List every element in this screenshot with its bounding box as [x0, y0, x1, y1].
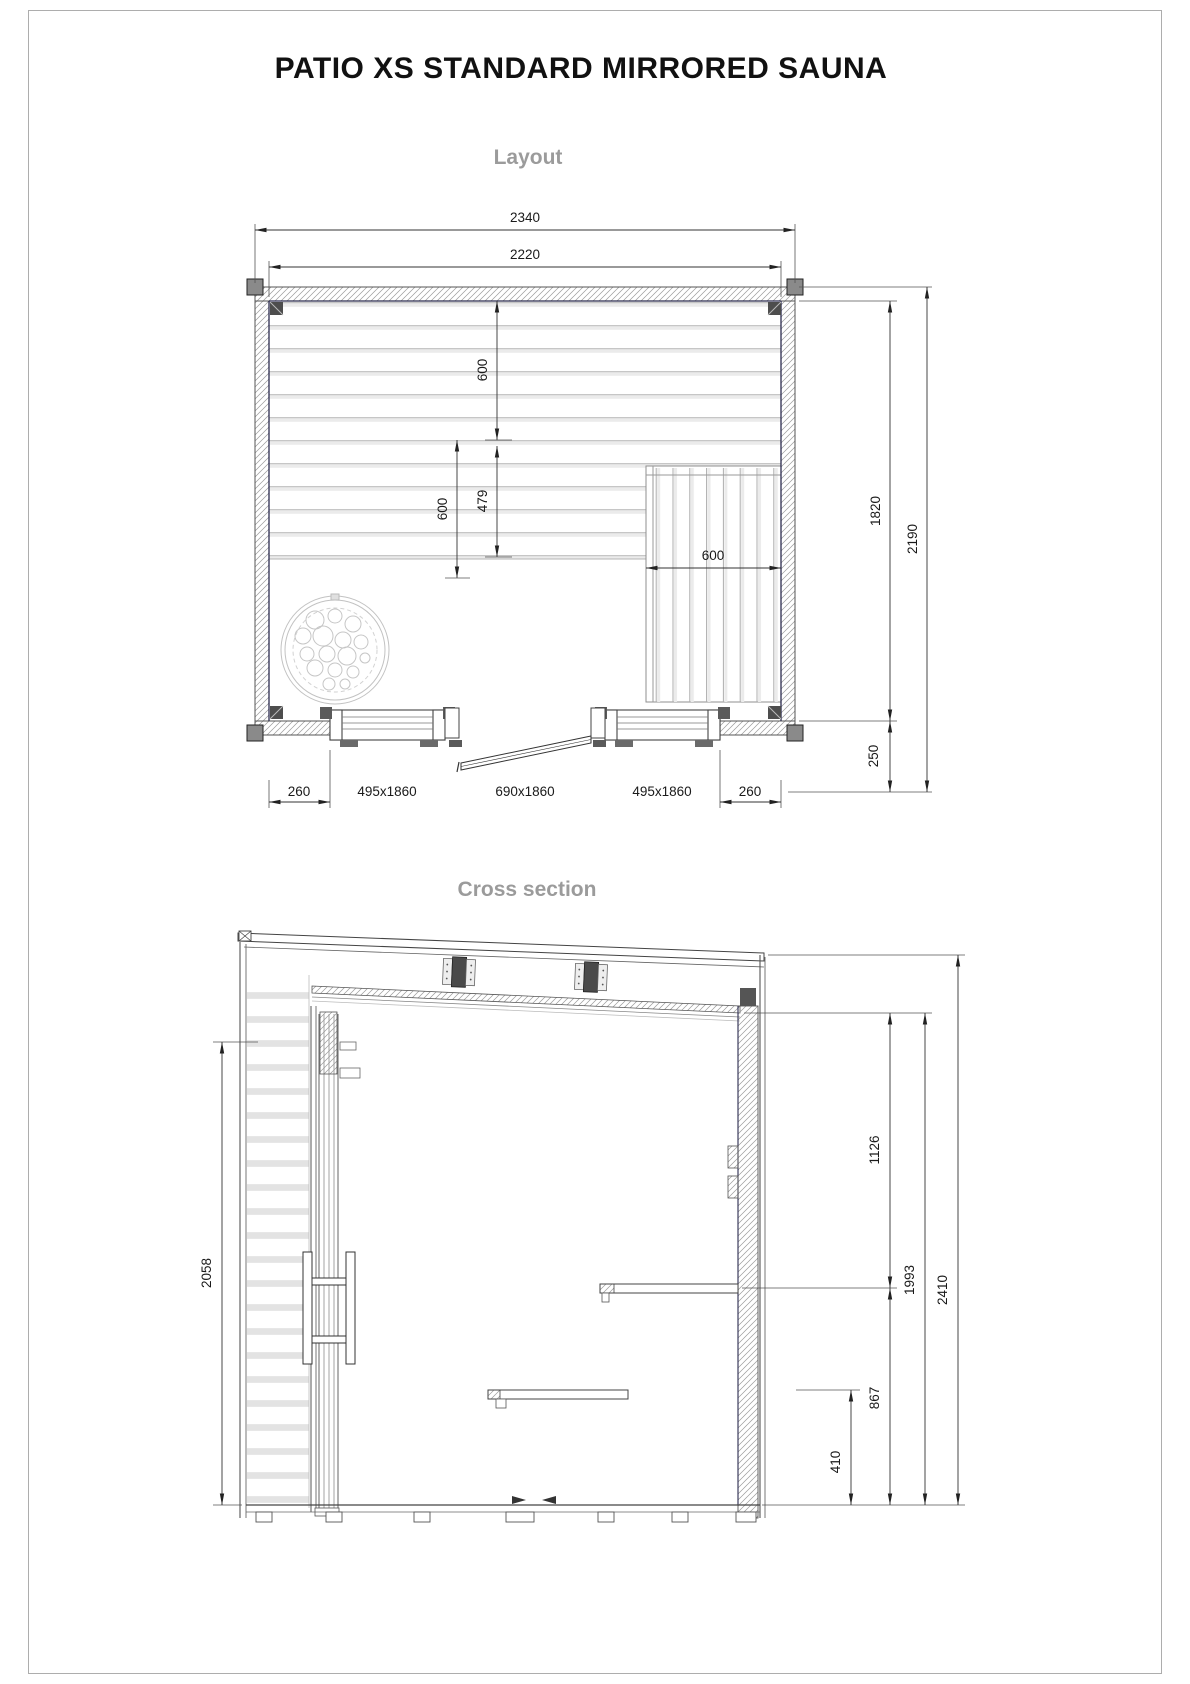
plan-left-window	[320, 707, 455, 747]
dim-250: 250	[866, 744, 881, 768]
page-title: PATIO XS STANDARD MIRRORED SAUNA	[274, 52, 888, 85]
section-roof	[238, 931, 764, 967]
section-right-dims	[742, 955, 965, 1505]
dim-600-left: 600	[435, 497, 450, 521]
dim-600-back: 600	[475, 358, 490, 382]
dim-2058: 2058	[199, 1257, 214, 1289]
section-lower-bench	[488, 1390, 628, 1408]
plan-right-window	[595, 707, 730, 747]
dim-600-side: 600	[701, 548, 725, 563]
section-front-wall	[240, 942, 309, 1518]
dim-2220: 2220	[509, 247, 541, 262]
plan-door-leaf	[457, 736, 591, 772]
plan-side-bench	[646, 466, 781, 702]
dim-2190: 2190	[905, 523, 920, 555]
layout-view-title: Layout	[493, 146, 563, 169]
section-joist-hangers	[442, 956, 607, 992]
dim-410: 410	[828, 1450, 843, 1474]
dim-1993: 1993	[902, 1264, 917, 1296]
dim-1820: 1820	[868, 495, 883, 527]
dim-window-right: 495x1860	[632, 784, 692, 799]
section-ceiling	[312, 986, 740, 1021]
section-back-wall	[728, 955, 765, 1518]
dim-door: 690x1860	[495, 784, 555, 799]
dim-window-left: 495x1860	[357, 784, 417, 799]
plan-bottom-dims	[269, 750, 781, 808]
section-door	[303, 1006, 360, 1516]
dim-260-right: 260	[738, 784, 762, 799]
cross-section-drawing	[199, 931, 965, 1522]
dim-2410: 2410	[935, 1274, 950, 1306]
dim-2340: 2340	[509, 210, 541, 225]
plan-heater	[281, 594, 389, 704]
dim-260-left: 260	[287, 784, 311, 799]
dim-1126: 1126	[867, 1135, 882, 1165]
layout-drawing	[247, 210, 932, 808]
dim-479: 479	[475, 489, 490, 513]
plan-right-dims	[788, 287, 932, 792]
section-upper-bench	[600, 1284, 738, 1302]
dim-867: 867	[867, 1386, 882, 1410]
cross-section-view-title: Cross section	[457, 878, 597, 901]
plan-door	[445, 708, 606, 772]
